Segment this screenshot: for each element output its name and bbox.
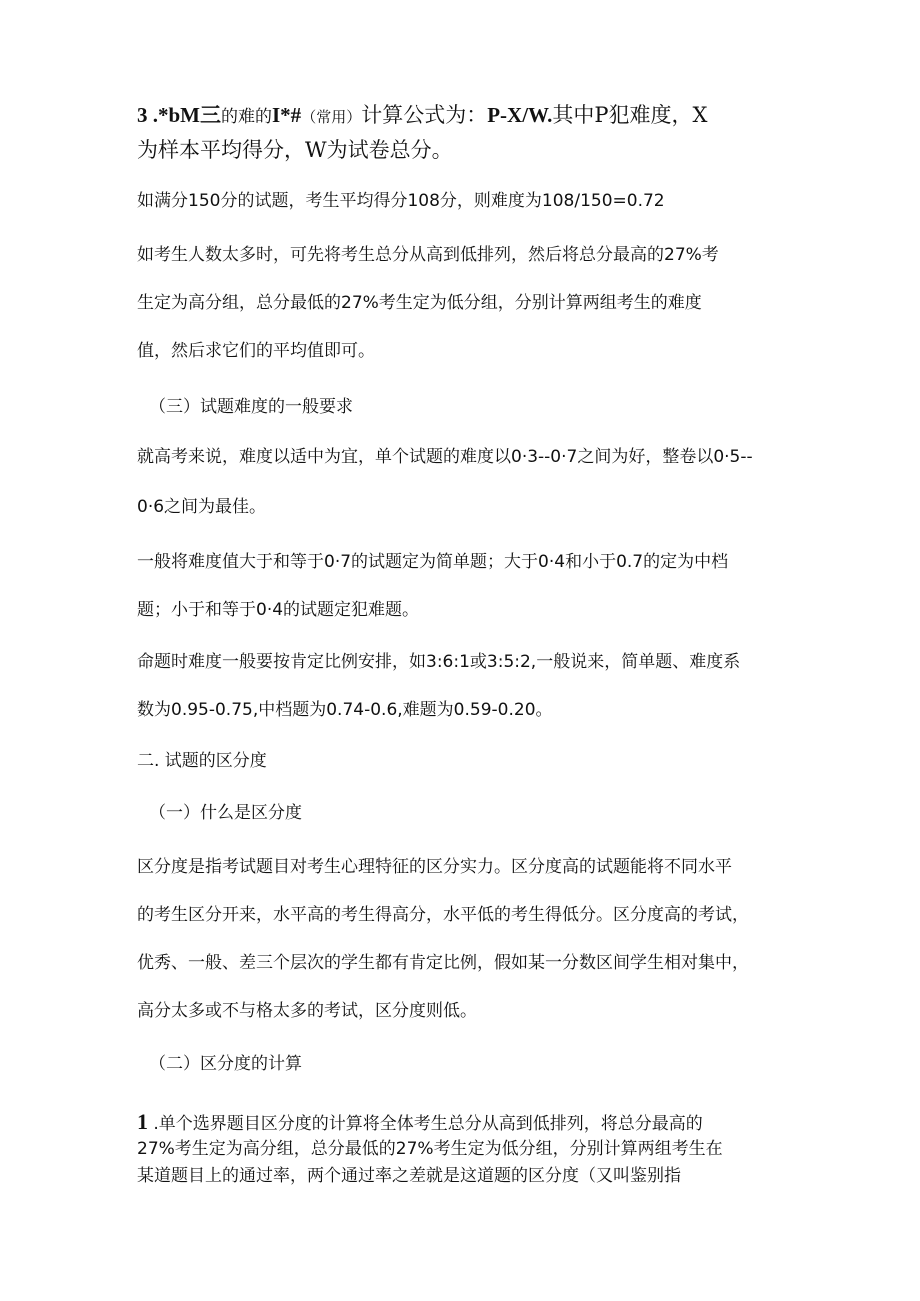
formula-text-1: 的难的 xyxy=(221,107,272,127)
paragraph-line: 生定为高分组，总分最低的27%考生定为低分组，分别计算两组考生的难度 xyxy=(137,293,702,313)
paragraph-line: 题；小于和等于0·4的试题定犯难题。 xyxy=(137,600,420,620)
paragraph-line: 就高考来说，难度以适中为宜，单个试题的难度以0·3--0·7之间为好，整卷以0·5-- xyxy=(137,447,753,467)
formula-garbled: .*bM三 xyxy=(147,103,221,127)
final-line-3: 某道题目上的通过率，两个通过率之差就是这道题的区分度（又叫鉴别指 xyxy=(137,1166,681,1186)
formula-text-3: 其中P犯难度，X xyxy=(552,103,708,127)
paragraph-line: 0·6之间为最佳。 xyxy=(137,497,267,517)
formula-garbled-2: I*# xyxy=(272,103,302,127)
paragraph-line: 区分度是指考试题目对考生心理特征的区分实力。区分度高的试题能将不同水平 xyxy=(137,857,732,877)
formula-line-1 xyxy=(137,102,707,130)
formula-text-2: 计算公式为： xyxy=(361,103,488,127)
paragraph-line: 的考生区分开来，水平高的考生得高分，水平低的考生得低分。区分度高的考试， xyxy=(137,905,749,925)
final-text-1: .单个选界题目区分度的计算将全体考生总分从高到低排列，将总分最高的 xyxy=(148,1114,703,1134)
section-heading: （三）试题难度的一般要求 xyxy=(149,397,353,417)
formula-paren: （常用） xyxy=(301,108,362,126)
paragraph-line: 如考生人数太多时，可先将考生总分从高到低排列，然后将总分最高的27%考 xyxy=(137,245,719,265)
paragraph-line: 如满分150分的试题，考生平均得分108分，则难度为108/150=0.72 xyxy=(137,191,665,211)
final-line-2: 27%考生定为高分组，总分最低的27%考生定为低分组，分别计算两组考生在 xyxy=(137,1139,723,1159)
section-heading: （二）区分度的计算 xyxy=(149,1054,302,1074)
formula-number: 3 xyxy=(137,103,148,127)
paragraph-line: 高分太多或不与格太多的考试，区分度则低。 xyxy=(137,1001,477,1021)
section-heading: （一）什么是区分度 xyxy=(149,803,302,823)
paragraph-line: 值，然后求它们的平均值即可。 xyxy=(137,341,375,361)
paragraph-line: 命题时难度一般要按肯定比例安排，如3:6:1或3:5:2,一般说来，简单题、难度系 xyxy=(137,652,741,672)
section-heading: 二. 试题的区分度 xyxy=(137,751,267,771)
paragraph-line: 一般将难度值大于和等于0·7的试题定为简单题；大于0·4和小于0.7的定为中档 xyxy=(137,552,729,572)
formula-line-2: 为样本平均得分，W为试卷总分。 xyxy=(137,138,453,162)
paragraph-line: 数为0.95-0.75,中档题为0.74-0.6,难题为0.59-0.20。 xyxy=(137,700,553,720)
formula-equation: P-X/W. xyxy=(487,103,553,127)
item-number: 1 xyxy=(137,1109,148,1134)
paragraph-line: 优秀、一般、差三个层次的学生都有肯定比例，假如某一分数区间学生相对集中， xyxy=(137,953,749,973)
final-line-1 xyxy=(137,1111,703,1135)
